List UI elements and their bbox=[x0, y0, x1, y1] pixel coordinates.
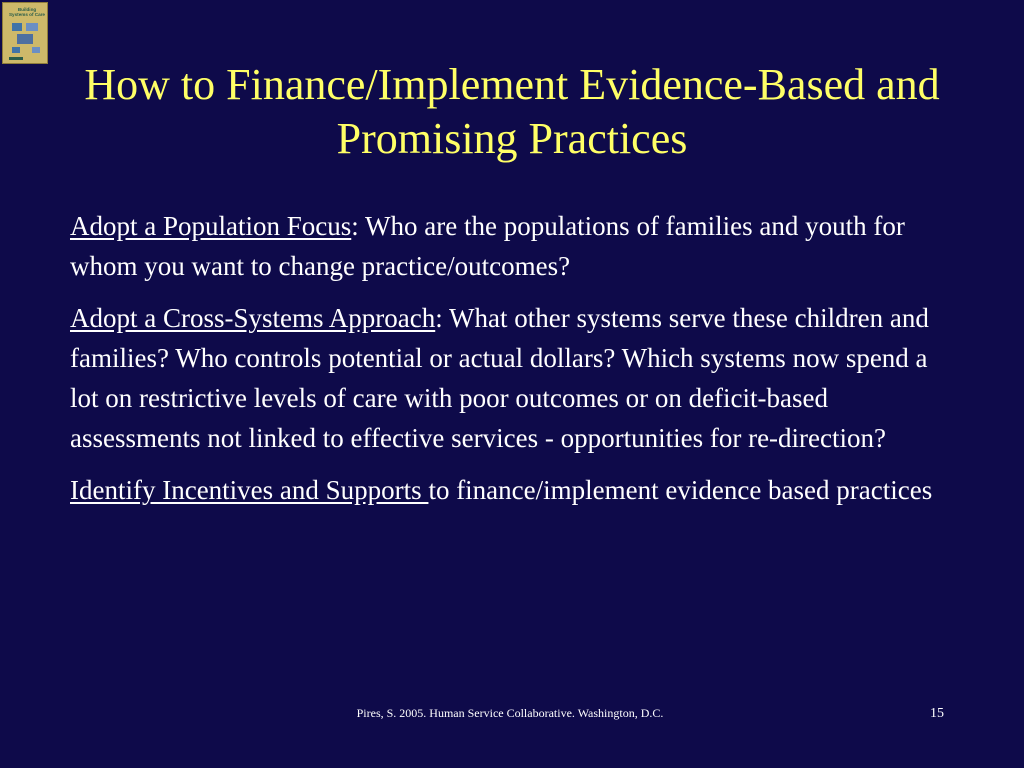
point-incentives bbox=[70, 470, 960, 510]
logo-block bbox=[26, 23, 38, 31]
point-text: : What other systems serve these children and families? Who controls potential or actual dollars? Which systems now spend a lot on restrictive levels of care with poor outcomes or on deficit-based assessments not linked to effective services - opportunities for re-direction? bbox=[70, 303, 929, 453]
logo-block bbox=[32, 47, 40, 53]
logo-block bbox=[12, 47, 20, 53]
slide-title: How to Finance/Implement Evidence-Based and Promising Practices bbox=[84, 60, 940, 163]
point-cross-systems bbox=[70, 298, 960, 458]
page-number: 15 bbox=[930, 706, 944, 721]
footer-citation: Pires, S. 2005. Human Service Collaborative. Washington, D.C. bbox=[356, 706, 664, 720]
logo-text: Building Systems of Care bbox=[8, 7, 45, 17]
slide-body bbox=[70, 206, 960, 522]
point-text: : Who are the populations of families and youth for whom you want to change practice/outcomes? bbox=[70, 211, 905, 281]
point-population-focus bbox=[70, 206, 960, 286]
logo-block bbox=[12, 23, 22, 31]
logo-block bbox=[17, 34, 33, 44]
point-text: to finance/implement evidence based practices bbox=[428, 475, 933, 505]
point-heading: Identify Incentives and Supports bbox=[70, 475, 429, 505]
logo-image bbox=[2, 2, 48, 64]
point-heading: Adopt a Population Focus bbox=[70, 211, 352, 241]
logo-bar bbox=[9, 57, 23, 60]
point-heading: Adopt a Cross-Systems Approach bbox=[70, 303, 436, 333]
